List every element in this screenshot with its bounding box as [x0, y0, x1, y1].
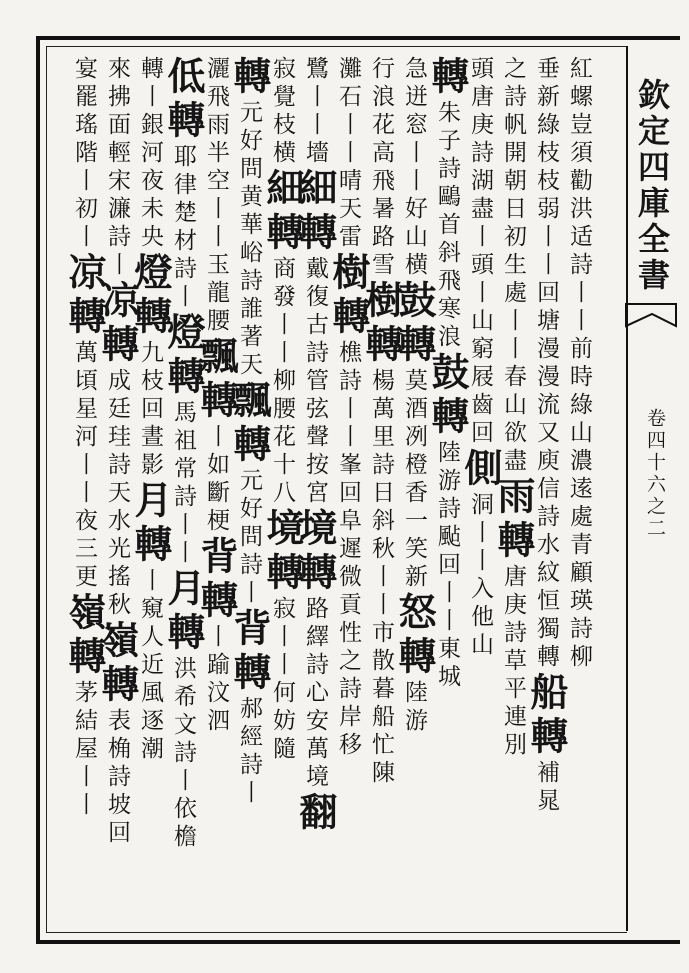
headword: 月轉	[161, 568, 206, 656]
commentary-text: 郝經詩丨	[236, 696, 262, 808]
headword: 凉轉	[62, 252, 107, 340]
text-column	[293, 56, 341, 916]
headword: 雨轉	[491, 476, 536, 564]
headword: 側	[458, 448, 503, 492]
headword: 飄轉	[194, 336, 239, 424]
headword: 船轉	[524, 672, 569, 760]
commentary-text: 楊萬里詩日斜秋丨丨市散暮船忙陳	[368, 368, 394, 788]
text-column	[227, 56, 275, 916]
headword: 燈轉	[128, 252, 173, 340]
headword: 背轉	[227, 608, 272, 696]
text-column	[491, 56, 539, 916]
commentary-text: 頭唐庚詩湖盡丨頭丨山窮屐齒回	[467, 56, 493, 448]
text-column	[458, 56, 506, 916]
text-column	[194, 56, 242, 916]
headword: 境轉	[260, 508, 305, 596]
commentary-text: 補晁	[533, 760, 559, 816]
commentary-text: 寂覺枝横	[269, 56, 295, 168]
text-column	[566, 56, 605, 916]
commentary-text: 九枝回晝影	[137, 340, 163, 480]
headword: 嶺轉	[62, 592, 107, 680]
headword: 轉	[227, 56, 272, 100]
text-column	[392, 56, 440, 916]
commentary-text: 戴復古詩管弦聲按宮	[302, 256, 328, 508]
commentary-text: 洪希文詩丨依檐	[170, 656, 196, 852]
commentary-text: 元好問詩丨	[236, 468, 262, 608]
commentary-text: 灘石丨丨晴天雷	[335, 56, 361, 252]
commentary-text: 寂丨丨何妨隨	[269, 596, 295, 764]
commentary-text: 樵詩丨丨峯回阜遲微貢性之詩岸移	[335, 340, 361, 760]
commentary-text: 急迸窓丨丨好山横	[401, 56, 427, 280]
commentary-text: 灑飛雨半空丨丨玉龍腰	[203, 56, 229, 336]
headword: 月轉	[128, 480, 173, 568]
commentary-text: 唐庚詩草平連別	[500, 564, 526, 760]
commentary-text: 行浪花高飛暑路雪	[368, 56, 394, 280]
commentary-text: 萬頃星河丨丨夜三更	[71, 340, 97, 592]
headword: 飄轉	[227, 380, 272, 468]
commentary-text: 鷺丨丨墻	[302, 56, 328, 168]
commentary-text: 成廷珪詩天水光搖秋	[104, 368, 130, 620]
text-column	[161, 56, 209, 916]
commentary-text: 之詩帆開朝日初生處丨丨春山欲盡	[500, 56, 526, 476]
commentary-text: 丨踰汶泗	[203, 624, 229, 736]
commentary-text: 路繹詩心安萬境	[302, 596, 328, 792]
headword: 低轉	[161, 56, 206, 144]
text-column	[128, 56, 176, 916]
commentary-text: 陸游詩颭回丨丨東城	[434, 440, 460, 692]
fishtail-mark-icon	[626, 300, 676, 330]
commentary-text: 丨窺人近風逐潮	[137, 568, 163, 764]
commentary-text: 紅螺豈須勸洪适詩丨丨前時綠山濃逺處青顧瑛詩柳	[566, 56, 592, 672]
commentary-text: 洞丨丨入他山	[467, 492, 493, 660]
volume-title: 卷四十六之二	[644, 408, 666, 540]
headword: 轉	[425, 56, 470, 100]
commentary-text: 陸游	[401, 680, 427, 736]
headword: 鼓轉	[392, 280, 437, 368]
headword: 翻	[293, 792, 338, 836]
book-title: 欽定四庫全書	[633, 78, 671, 294]
commentary-text: 耶律楚材詩丨	[170, 144, 196, 312]
headword: 怒轉	[392, 592, 437, 680]
headword: 嶺轉	[95, 620, 140, 708]
text-column	[260, 56, 308, 916]
commentary-text: 宴罷瑤階丨初丨	[71, 56, 97, 252]
commentary-text: 丨如斷梗	[203, 424, 229, 536]
headword: 樹轉	[359, 280, 404, 368]
commentary-text: 莫酒冽橙香一笑新	[401, 368, 427, 592]
text-column	[62, 56, 110, 916]
text-column	[425, 56, 473, 916]
commentary-text: 馬祖常詩丨丨	[170, 400, 196, 568]
headword: 樹轉	[326, 252, 371, 340]
headword: 凉轉	[95, 280, 140, 368]
commentary-text: 垂新綠枝枝弱丨丨回塘漫漫流又庾信詩水紋恒獨轉	[533, 56, 559, 672]
headword: 細轉	[260, 168, 305, 256]
headword: 鼓轉	[425, 352, 470, 440]
headword: 背轉	[194, 536, 239, 624]
headword: 燈轉	[161, 312, 206, 400]
commentary-text: 表桷詩坡回	[104, 708, 130, 848]
commentary-text: 元好問黄華峪詩誰著天	[236, 100, 262, 380]
headword: 細轉	[293, 168, 338, 256]
commentary-text: 轉丨銀河夜未央	[137, 56, 163, 252]
commentary-text: 茅結屋丨丨	[71, 680, 97, 820]
text-column	[326, 56, 374, 916]
commentary-text: 來拂面輕宋濂詩丨	[104, 56, 130, 280]
commentary-text: 商發丨丨柳腰花十八	[269, 256, 295, 508]
text-column	[524, 56, 572, 916]
commentary-text: 朱子詩鷗首斜飛寒浪	[434, 100, 460, 352]
headword: 境轉	[293, 508, 338, 596]
text-column	[359, 56, 407, 916]
text-column	[95, 56, 143, 916]
